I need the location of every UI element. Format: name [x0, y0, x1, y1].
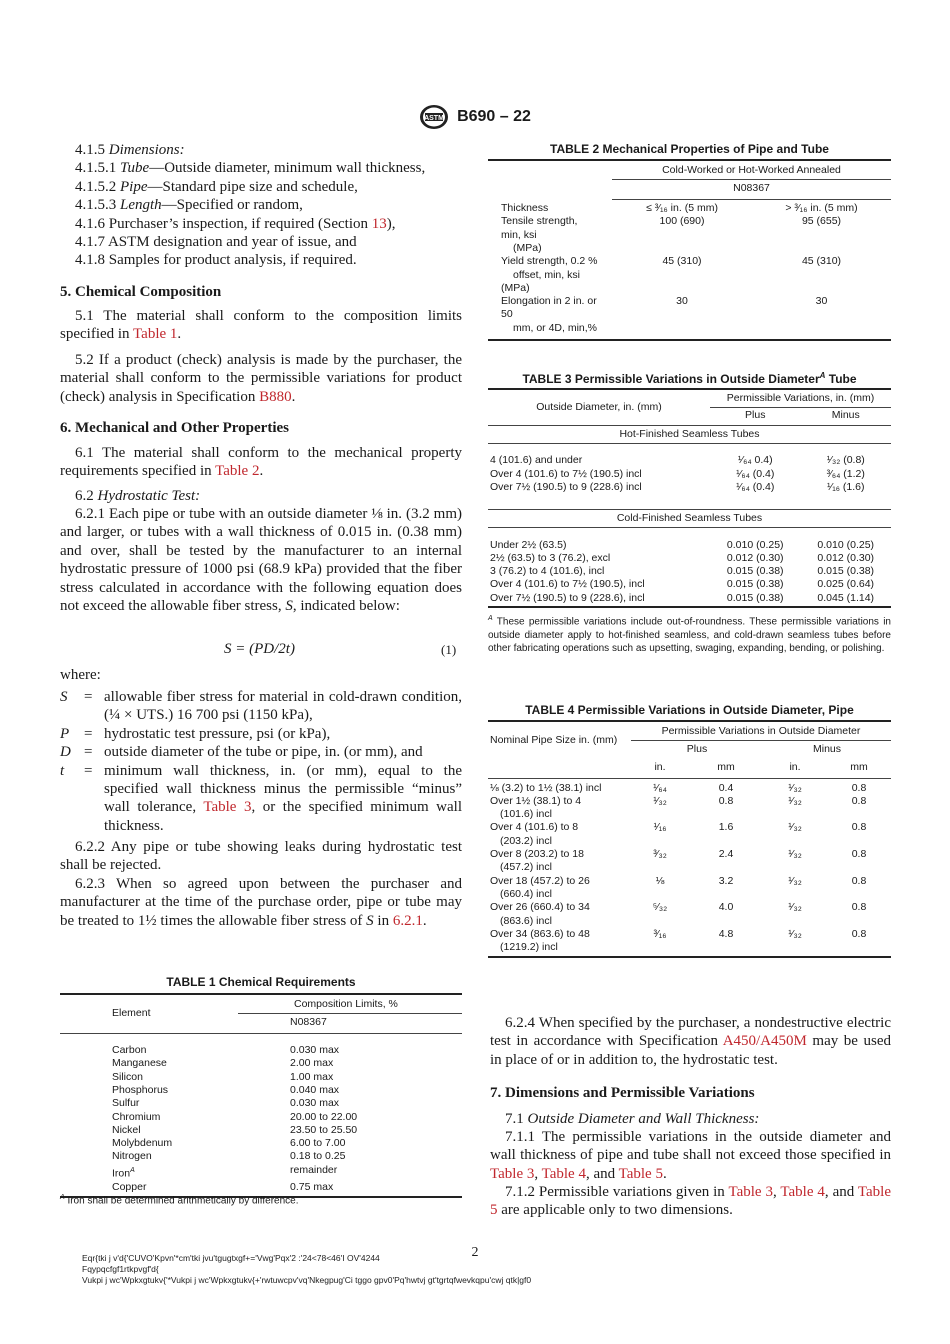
table-row: Silicon 1.00 max — [112, 1070, 334, 1083]
page-header — [0, 104, 950, 128]
table-row: Over 26 (660.4) to 34 (863.6) incl ⁵⁄₃₂ 4.0 ¹⁄₃₂ 0.8 — [490, 901, 867, 927]
equation-number: (1) — [441, 642, 457, 657]
table-3-footnote: $^A$ These permissible variations include out-of-roundness. These permissible variations in outside diameter apply to hot-finished seamless, and cold-drawn seamless tubes before other fabricating operations such as upsetting, swaging, expanding, bending, or polishing. — [488, 615, 891, 654]
col-minus-mm: mm — [827, 759, 891, 779]
col-plus: Plus — [686, 743, 708, 756]
paragraph-6-2-4: 6.2.4 When specified by the purchaser, a nondestructive electric test in accordance with Specification A450/A450M may be used in place of or in addition to, the hydrostatic test. — [490, 1015, 891, 1068]
table-4-link[interactable]: Table 4 — [780, 1184, 825, 1200]
section-6-heading: 6. Mechanical and Other Properties — [60, 420, 289, 436]
astm-logo-icon — [419, 104, 449, 130]
table-row: Over 1½ (38.1) to 4 (101.6) incl ¹⁄₃₂ 0.8 ¹⁄₃₂ 0.8 — [490, 794, 867, 821]
table-row: 4 (101.6) and under ¹⁄₆₄ 0.4) ¹⁄₃₂ (0.8) — [490, 454, 865, 467]
download-footer: Eqr{tki j v'd{'CUVO'Kpvn'*cm'tki jvu'tgugtxgf+='Vwg'Pqx'2 :'24<78<46'I OV'4244 Fqypqcfgf1rtkpvgf'd{ Vukpi j wc'Wpkxgtukv{'*Vukpi j wc'Wpkxgtukv{+'rwtuwcpv'vq'Nkegpug'Ci tggo gpv0'Pq'hwtvj gt'tgrtqfwevkqpu'cwj qtk|gf0 — [82, 1253, 532, 1285]
table-2-caption: TABLE 2 Mechanical Properties of Pipe and Tube — [550, 142, 829, 156]
table-4 — [488, 720, 891, 958]
table-3-link[interactable]: Table 3 — [203, 799, 252, 816]
col-permissible: Permissible Variations, in. (mm) — [710, 389, 891, 408]
table-row: Tensile strength, min, ksi (MPa) 100 (690) 95 (655) — [501, 215, 842, 254]
table-row: Over 8 (203.2) to 18 (457.2) incl ³⁄₃₂ 2.4 ¹⁄₃₂ 0.8 — [490, 848, 867, 874]
col-plus-mm: mm — [689, 759, 763, 779]
table-row: Chromium 20.00 to 22.00 — [112, 1110, 358, 1123]
col-minus: Minus — [812, 743, 841, 756]
paragraph-6-2-2: 6.2.2 Any pipe or tube showing leaks during hydrostatic test shall be rejected. — [60, 839, 462, 874]
table-3-link[interactable]: Table 3 — [728, 1184, 773, 1200]
list-item: 4.1.5 Dimensions: — [75, 142, 185, 158]
table-2-link[interactable]: Table 2 — [215, 463, 260, 480]
table-row: Yield strength, 0.2 % offset, min, ksi (MPa) 45 (310) 45 (310) — [501, 255, 842, 294]
equation: S = (PD/2t) — [224, 641, 295, 657]
paragraph-7-1: 7.1 Outside Diameter and Wall Thickness: — [505, 1111, 760, 1127]
table-row: Sulfur 0.030 max — [112, 1097, 340, 1110]
group-hot-finished: Hot-Finished Seamless Tubes — [488, 425, 891, 443]
paragraph-5-2: 5.2 If a product (check) analysis is made by the purchaser, the material shall conform to the permissible variations for product (check) analysis in Specification B880. — [60, 352, 462, 405]
col-permissible: Permissible Variations in Outside Diameter — [631, 721, 891, 741]
order-items-list — [60, 141, 462, 270]
a450-link[interactable]: A450/A450M — [722, 1033, 807, 1050]
col-nominal-pipe-size: Nominal Pipe Size in. (mm) — [490, 733, 618, 746]
paragraph-6-2-3: 6.2.3 When so agreed upon between the purchaser and manufacturer at the time of the purchase order, pipe or tube may be treated to 1½ times the allowable fiber stress of S in 6.2.1. — [60, 876, 462, 929]
table-row: Iron$^A$ remainder — [112, 1163, 338, 1180]
table-row: Over 7½ (190.5) to 9 (228.6), incl 0.015 (0.38) 0.045 (1.14) — [488, 592, 891, 607]
table-5-link[interactable]: Table 5 — [490, 1184, 891, 1219]
table-row: Copper 0.75 max — [60, 1181, 462, 1197]
section-5-heading: 5. Chemical Composition — [60, 284, 222, 300]
table-1 — [60, 993, 462, 1198]
col-composition: Composition Limits, % — [238, 994, 462, 1014]
group-cold-finished: Cold-Finished Seamless Tubes — [488, 509, 891, 527]
paragraph-5-1: 5.1 The material shall conform to the composition limits specified in Table 1. — [60, 308, 462, 343]
group-header: Cold-Worked or Hot-Worked Annealed — [612, 160, 891, 180]
section-7-heading: 7. Dimensions and Permissible Variations — [490, 1085, 755, 1101]
table-row: Manganese 2.00 max — [112, 1057, 334, 1070]
list-item: 4.1.7 ASTM designation and year of issue, and — [75, 233, 357, 250]
definition-item: P = hydrostatic test pressure, psi (or kPa), — [60, 725, 331, 742]
list-item: 4.1.6 Purchaser’s inspection, if required (Section 13), — [75, 215, 396, 232]
paragraph-7-1-1: 7.1.1 The permissible variations in the outside diameter and wall thickness of pipe and tube shall not exceed those specified in Table 3, Table 4, and Table 5. — [490, 1129, 891, 1182]
definition-item: S = allowable fiber stress for material in cold-drawn condition, (¼ × UTS.) 16 700 psi (1150 kPa), — [60, 689, 462, 724]
b880-link[interactable]: B880 — [259, 388, 292, 405]
table-3-link[interactable]: Table 3 — [490, 1165, 535, 1182]
table-row: ⅛ (3.2) to 1½ (38.1) incl ¹⁄₆₄ 0.4 ¹⁄₃₂ 0.8 — [490, 781, 867, 794]
table-row: Over 4 (101.6) to 8 (203.2) incl ¹⁄₁₆ 1.6 ¹⁄₃₂ 0.8 — [490, 821, 867, 847]
col-element: Element — [60, 994, 238, 1033]
list-item: 4.1.5.2 Pipe—Standard pipe size and schedule, — [75, 178, 358, 195]
table-4-caption: TABLE 4 Permissible Variations in Outside Diameter, Pipe — [525, 703, 854, 717]
table-row: Molybdenum 6.00 to 7.00 — [112, 1137, 346, 1150]
table-row: 3 (76.2) to 4 (101.6), incl 0.015 (0.38) 0.015 (0.38) — [490, 565, 875, 578]
table-row: Over 18 (457.2) to 26 (660.4) incl ⅛ 3.2 ¹⁄₃₂ 0.8 — [490, 874, 867, 900]
table-row: Nitrogen 0.18 to 0.25 — [112, 1150, 346, 1163]
symbol-definitions — [60, 688, 462, 835]
table-row: Over 4 (101.6) to 7½ (190.5) incl ¹⁄₆₄ (0.4) ³⁄₆₄ (1.2) — [490, 467, 865, 480]
table-row: Over 7½ (190.5) to 9 (228.6) incl ¹⁄₆₄ (0.4) ¹⁄₁₆ (1.6) — [490, 480, 865, 493]
list-item: 4.1.8 Samples for product analysis, if required. — [75, 252, 357, 269]
table-1-footnote: $^A$ Iron shall be determined arithmetically by difference. — [60, 1194, 299, 1207]
table-5-link[interactable]: Table 5 — [618, 1165, 663, 1182]
table-row: Over 4 (101.6) to 7½ (190.5), incl 0.015 (0.38) 0.025 (0.64) — [490, 578, 875, 591]
section-13-link[interactable]: 13 — [371, 215, 387, 232]
table-2 — [488, 159, 891, 341]
table-row: Under 2½ (63.5) 0.010 (0.25) 0.010 (0.25) — [490, 538, 875, 551]
table-row: 2½ (63.5) to 3 (76.2), excl 0.012 (0.30) 0.012 (0.30) — [490, 551, 875, 564]
col-minus-in: in. — [763, 759, 827, 779]
paragraph-6-1: 6.1 The material shall conform to the mechanical property requirements specified in Table 2. — [60, 445, 462, 480]
table-4-link[interactable]: Table 4 — [541, 1165, 586, 1182]
paragraph-7-1-2: 7.1.2 Permissible variations given in Table 3, Table 4, and Table 5 are applicable only to two dimensions. — [490, 1184, 891, 1219]
list-item: 4.1.5.3 Length—Specified or random, — [75, 197, 303, 214]
table-row: Nickel 23.50 to 25.50 — [112, 1123, 358, 1136]
table-row: Over 34 (863.6) to 48 (1219.2) incl ³⁄₁₆ 4.8 ¹⁄₃₂ 0.8 — [488, 928, 891, 958]
where-label: where: — [60, 667, 101, 683]
table-row: Phosphorus 0.040 max — [112, 1083, 340, 1096]
table-row: Carbon 0.030 max — [112, 1044, 340, 1057]
col-outside-diameter: Outside Diameter, in. (mm) — [488, 389, 710, 425]
table-3-caption: TABLE 3 Permissible Variations in Outside Diameter$^A$ Tube — [522, 371, 857, 386]
col-plus: Plus — [710, 408, 800, 425]
svg-text:ASTM: ASTM — [424, 115, 444, 122]
paragraph-6-2: 6.2 Hydrostatic Test: — [75, 488, 201, 504]
col-alloy: N08367 — [238, 1014, 462, 1033]
definition-item: D = outside diameter of the tube or pipe, in. (or mm), and — [60, 744, 423, 761]
table-row: Thickness ≤ ³⁄₁₆ in. (5 mm) > ³⁄₁₆ in. (5 mm) — [501, 202, 858, 215]
col-minus: Minus — [800, 408, 891, 425]
page-number: 2 — [471, 1245, 479, 1260]
section-6-2-1-link[interactable]: 6.2.1 — [392, 912, 423, 929]
definition-item: t = minimum wall thickness, in. (or mm), equal to the specified wall thickness minus the permissible “minus” wall tolerance, Table 3, or the specified minimum wall thickness. — [60, 762, 462, 834]
paragraph-6-2-1: 6.2.1 Each pipe or tube with an outside diameter ⅛ in. (3.2 mm) and larger, or tubes with a wall thickness of 0.015 in. (0.38 mm) and over, shall be tested by the manufacturer to an internal hydrostatic pressure of 1000 psi (68.9 kPa) provided that the fiber stress calculated in accordance with the following equation does not exceed the allowable fiber stress, S, indicated below: — [60, 506, 462, 615]
table-1-link[interactable]: Table 1 — [133, 326, 178, 343]
table-3 — [488, 388, 891, 608]
table-row: Elongation in 2 in. or 50 mm, or 4D, min,% 30 30 — [488, 295, 891, 340]
list-item: 4.1.5.1 Tube—Outside diameter, minimum wall thickness, — [75, 160, 426, 177]
designation-title: B690 – 22 — [457, 108, 531, 125]
alloy-header: N08367 — [612, 180, 891, 199]
col-plus-in: in. — [631, 759, 689, 779]
table-1-caption: TABLE 1 Chemical Requirements — [166, 975, 356, 989]
